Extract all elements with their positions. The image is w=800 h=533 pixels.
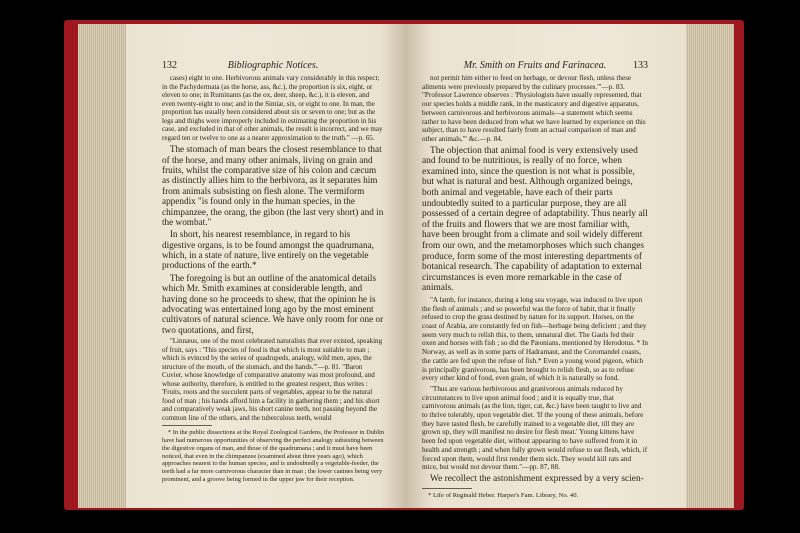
left-page-body	[162, 74, 384, 484]
right-paragraph-3: "A lamb, for instance, during a long sea voyage, was induced to live upon the flesh of animals ; and so powerful was the force of habit, that it finally refused to crop the grass destined by nature for its support. Horses, on the coast of Arabia, are constantly fed on fish—herbage being deficient ; and they seem very much to relish this, to them, unnatural diet. The Gauls fed their oxen and horses with fish ; so did the Pæonians, mentioned by Herodotus. * In Norway, as well as in some parts of Hadramaut, and the Coromandel coasts, the cattle are fed upon the refuse of fish.* Even a young wood pigeon, which is principally granivorous, has been brought to relish flesh, so as to refuse every other kind of food, even grain, of which it is naturally so fond.	[422, 295, 648, 383]
left-paragraph-1: cases) eight to one. Herbivorous animals vary considerably in this respect; in the Pachydermata (as the horse, ass, &c.), the proportion is six, eight, or eleven to one; in Ruminants (as the ox, deer, sheep, &c.), it is eleven, and even twenty-eight to one; and in the Simiæ, six, or eight to one. In man, the proportion has usually been considered about six or seven to one; but as the legs and thighs were improperly included in estimating the proportion in his case, and excluded in that of other animals, the result is incorrect, and we may regard ten or twelve to one as a nearer approximation to the truth." —p. 65.	[162, 74, 383, 142]
right-running-head: Mr. Smith on Fruits and Farinacea.	[463, 60, 607, 71]
right-footnote: * Life of Reginald Heber. Harper's Fam. Library, No. 40.	[428, 491, 579, 499]
left-page	[78, 24, 406, 508]
left-page-header	[162, 60, 384, 72]
right-page-edges	[686, 24, 734, 508]
right-page-body	[422, 74, 648, 500]
right-page-number: 133	[633, 60, 648, 71]
right-paragraph-1: not permit him either to feed on herbage, or devour flesh, unless these aliments were previously prepared by the culinary processes.'"—p. 83. "Professor Lawrence observes : 'Physiologists have usually represented, that our species holds a middle rank, in the masticatory and digestive apparatus, between carnivorous and herbivorous animals—a statement which seems rather to have been deduced from what we have learned by experience on this subject, than to have resulted fairly from an actual comparison of man and other animals,'" &c.—p. 84.	[422, 74, 646, 143]
left-paragraph-3: In short, his nearest resemblance, in regard to his digestive organs, is to be found amongst the quadrumana, which, in a state of nature, live entirely on the vegetable productions of the earth.*	[162, 229, 374, 271]
left-running-head: Bibliographic Notices.	[227, 60, 319, 71]
left-paragraph-4: The foregoing is but an outline of the anatomical details which Mr. Smith examines at considerable length, and having done so he proceeds to shew, that the opinion he is advocating was entertained long ago by the most eminent cultivators of natural science. We have only room for one or two quotations, and first,	[162, 272, 384, 335]
left-footnote: * In the public dissections at the Royal Zoological Gardens, the Professor in Dublin have had numerous opportunities of observing the perfect analogy subsisting between the digestive organs of man, and those of the quadrumana ; and it must have been noticed, that even in the chimpanzee (examined about three years ago), which approaches nearest to the human species, and is undoubtedly a vegetable-feeder, the teeth had a far more carnivorous character than in man ; the lower canines being very prominent, and a groove being formed in the upper jaw for their reception.	[162, 429, 385, 483]
left-paragraph-5: "Linnæus, one of the most celebrated naturalists that ever existed, speaking of fruit, says : 'This species of food is that which is most suitable to man ; which is evinced by the series of quadrupeds, analogy, wild men, apes, the structure of the mouth, of the stomach, and the hands.'"—p. 81. "Baron Cuvier, whose knowledge of comparative anatomy was most profound, and whose authority, therefore, is entitled to the greatest respect, thus writes : 'Fruits, roots and the succulent parts of vegetables, appear to be the natural food of man ; his hands afford him a facility in gathering them ; and his short and comparatively weak jaws, his short canine teeth, not passing beyond the common line of the others, and the tuberculous teeth, would	[162, 337, 383, 422]
right-footnote-rule	[422, 488, 472, 489]
left-footnote-rule	[162, 425, 212, 426]
right-page-header	[422, 60, 648, 72]
right-paragraph-4: "Thus are various herbivorous and granivorous animals reduced by circumstances to live upon animal food ; and it is equally true, that carnivorous animals (as the lion, tiger, cat, &c.) have been taught to live and to thrive tolerably, upon vegetable diet. 'If the young of these animals, before they have tasted flesh, be carefully trained to a vegetable diet, till they are grown up, they will manifest no desire for flesh meat.' Young kittens have been fed upon vegetable diet, without appearing to have suffered from it in health and strength ; and when fully grown would refuse to eat flesh, which, if forced upon them, would first render them sick. They would kill rats and mice, but would not devour them."—pp. 87, 88.	[422, 384, 648, 472]
left-page-edges	[78, 24, 126, 508]
right-page	[406, 24, 734, 508]
left-paragraph-2: The stomach of man bears the closest resemblance to that of the horse, and many other animals, living on grain and fruits, whilst the comparative size of his colon and cæcum as distinctly allies him to the herbivora, as it separates him from animals subsisting on flesh alone. The vermiform appendix "is found only in the human species, in the chimpanzee, the orang, the gibon (the last very short) and in the wombat."	[162, 144, 384, 227]
right-paragraph-2: The objection that animal food is very extensively used and found to be nutritious, is really of no force, when examined into, since the question is not what is possible, but what is natural and best. Although organized beings, both animal and vegetable, have each of their parts undoubtedly suited to a particular purpose, they are all possessed of a certain degree of adaptability. Thus nearly all of the fruits and flowers that we are most familiar with, have been brought from a climate and soil widely different from our own, and the metamorphoses which such changes produce, form some of the most interesting departments of botanical research. The capability of adaptation to external circumstances is even more remarkable in the case of animals.	[422, 145, 648, 294]
left-page-number: 132	[162, 60, 177, 71]
open-book	[78, 24, 734, 508]
right-paragraph-5: We recollect the astonishment expressed by a very scien-	[430, 474, 644, 484]
